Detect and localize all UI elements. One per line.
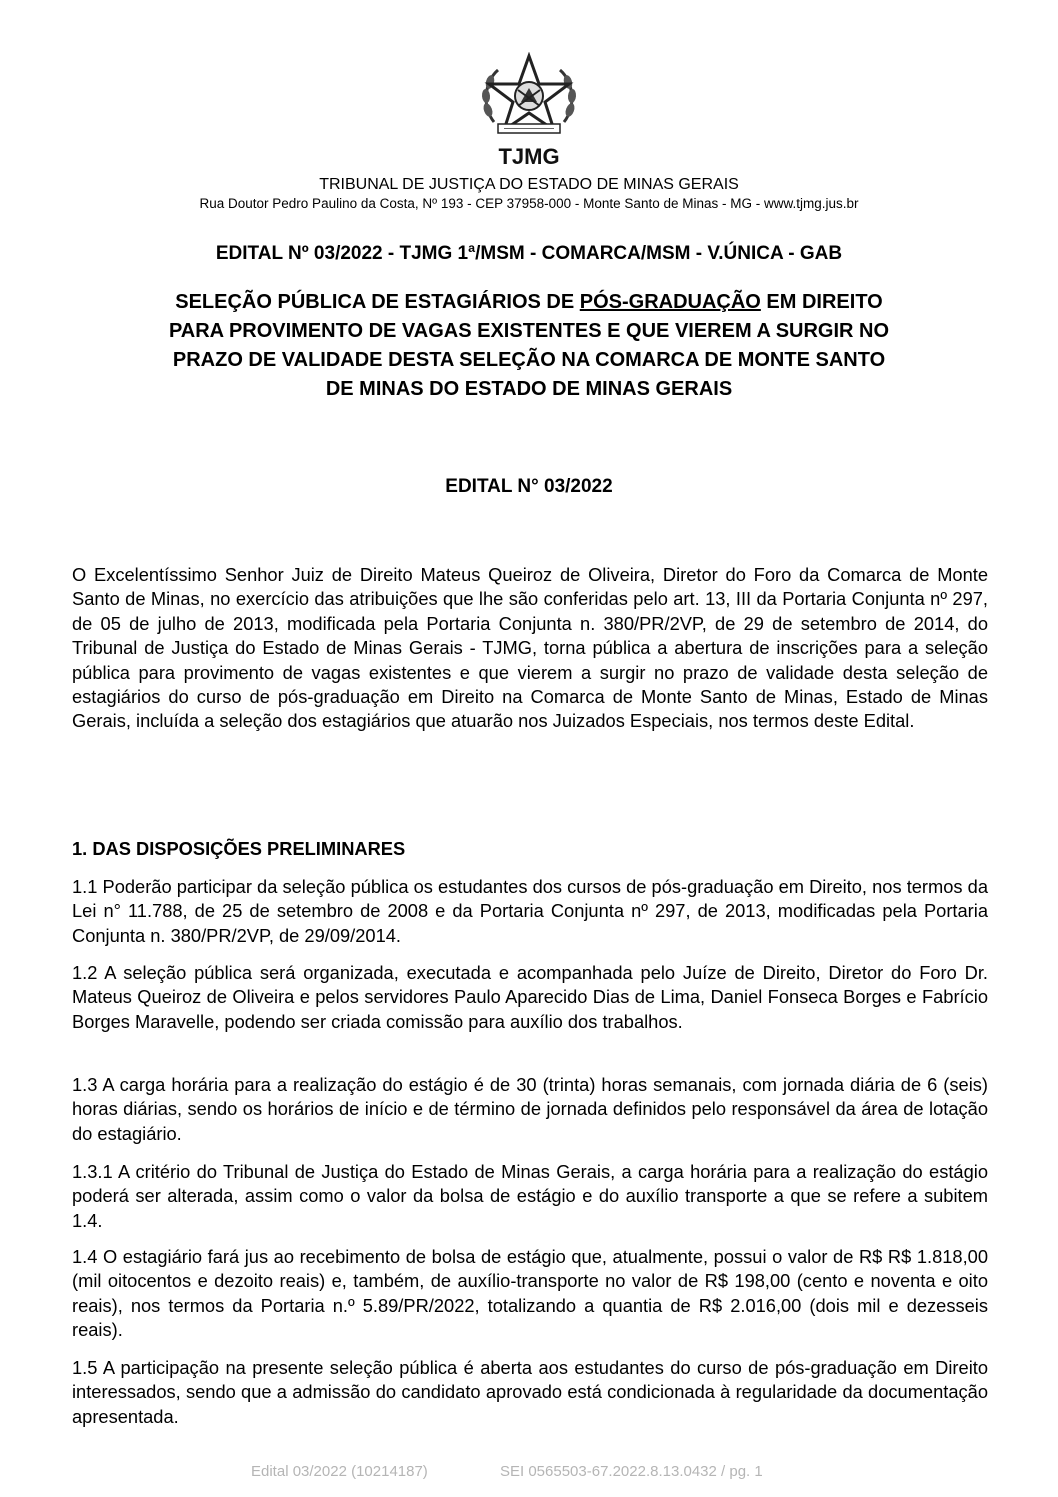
- section-heading: 1. DAS DISPOSIÇÕES PRELIMINARES: [72, 838, 406, 859]
- edital-reference: EDITAL Nº 03/2022 - TJMG 1ª/MSM - COMARCA/MSM - V.ÚNICA - GAB: [215, 243, 843, 264]
- selection-title: [0, 288, 1058, 404]
- tribunal-name: TRIBUNAL DE JUSTIÇA DO ESTADO DE MINAS GERAIS: [319, 176, 739, 193]
- paragraph-1-3: 1.3 A carga horária para a realização do estágio é de 30 (trinta) horas semanais, com jornada diária de 6 (seis) horas diárias, sendo os horários de início e de término de jornada definidos pelo responsável da área de lotação do estagiário.: [72, 1074, 988, 1144]
- edital-title: EDITAL N° 03/2022: [445, 476, 613, 497]
- footer-sei-ref: SEI 0565503-67.2022.8.13.0432 / pg. 1: [500, 1463, 763, 1480]
- paragraph-1-2: 1.2 A seleção pública será organizada, executada e acompanhada pelo Juíze de Direito, Diretor do Foro Dr. Mateus Queiroz de Oliveira e pelos servidores Paulo Aparecido Dias de Lima, Daniel Fonseca Borges e Fabrício Borges Maravelle, podendo ser criada comissão para auxílio dos trabalhos.: [72, 962, 988, 1032]
- paragraph-1-5: 1.5 A participação na presente seleção pública é aberta aos estudantes do curso de pós-graduação em Direito interessados, sendo que a admissão do candidato aprovado está condicionada à regularidade da documentação apresentada.: [72, 1357, 988, 1427]
- footer-doc-ref: Edital 03/2022 (10214187): [251, 1463, 428, 1480]
- intro-paragraph: O Excelentíssimo Senhor Juiz de Direito Mateus Queiroz de Oliveira, Diretor do Foro da Comarca de Monte Santo de Minas, no exercício das atribuições que lhe são conferidas pelo art. 13, III da Portaria Conjunta nº 297, de 05 de julho de 2013, modificada pela Portaria Conjunta n. 380/PR/2VP, de 29 de setembro de 2014, do Tribunal de Justiça do Estado de Minas Gerais - TJMG, torna pública a abertura de inscrições para a seleção pública para provimento de vagas existentes e que vierem a surgir no prazo de validade desta seleção de estagiários do curso de pós-graduação em Direito na Comarca de Monte Santo de Minas, Estado de Minas Gerais, incluída a seleção dos estagiários que atuarão nos Juizados Especiais, nos termos deste Edital.: [72, 564, 988, 732]
- tribunal-address: Rua Doutor Pedro Paulino da Costa, Nº 193 - CEP 37958-000 - Monte Santo de Minas - MG - www.tjmg.jus.br: [199, 196, 859, 211]
- selection-title-line-4: DE MINAS DO ESTADO DE MINAS GERAIS: [325, 378, 733, 400]
- selection-title-part-b: EM DIREITO: [760, 291, 883, 313]
- paragraph-1-3-1: 1.3.1 A critério do Tribunal de Justiça do Estado de Minas Gerais, a carga horária para a realização do estágio poderá ser alterada, assim como o valor da bolsa de estágio e do auxílio transporte a que se refere a subitem 1.4.: [72, 1161, 988, 1231]
- selection-title-line-1: [0, 288, 1058, 317]
- selection-title-line-2: PARA PROVIMENTO DE VAGAS EXISTENTES E QUE VIEREM A SURGIR NO: [168, 320, 890, 342]
- paragraph-1-1: 1.1 Poderão participar da seleção pública os estudantes dos cursos de pós-graduação em Direito, nos termos da Lei n° 11.788, de 25 de setembro de 2008 e da Portaria Conjunta nº 297, de 2013, modificadas pela Portaria Conjunta n. 380/PR/2VP, de 29/09/2014.: [72, 876, 988, 946]
- tjmg-logo: [474, 52, 584, 170]
- logo-text: TJMG: [498, 144, 560, 169]
- selection-title-part-a: SELEÇÃO PÚBLICA DE ESTAGIÁRIOS DE: [175, 291, 580, 313]
- selection-title-underlined: PÓS-GRADUAÇÃO: [579, 291, 761, 313]
- tjmg-coat-of-arms-icon: [474, 52, 584, 170]
- paragraph-1-4: 1.4 O estagiário fará jus ao recebimento de bolsa de estágio que, atualmente, possui o valor de R$ R$ 1.818,00 (mil oitocentos e dezoito reais) e, também, de auxílio-transporte no valor de R$ 198,00 (cento e noventa e oito reais), nos termos da Portaria n.º 5.89/PR/2022, totalizando a quantia de R$ 2.016,00 (dois mil e dezesseis reais).: [72, 1246, 988, 1341]
- selection-title-line-3: PRAZO DE VALIDADE DESTA SELEÇÃO NA COMARCA DE MONTE SANTO: [172, 349, 886, 371]
